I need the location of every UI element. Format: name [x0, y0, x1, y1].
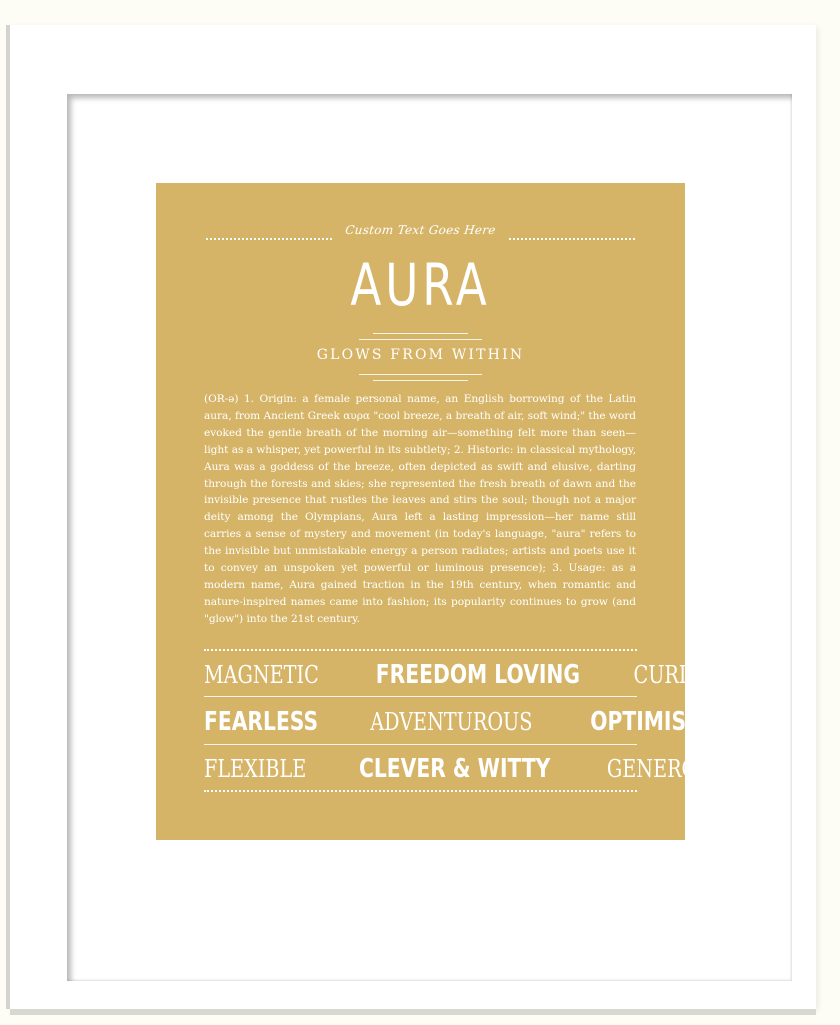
name-title: AURA — [350, 251, 491, 319]
trait-row-divider — [204, 696, 637, 697]
trait: ADVENTUROUS — [370, 708, 533, 736]
name-definition-print — [156, 183, 732, 840]
dotted-divider-right — [509, 238, 635, 240]
trait-row-divider — [204, 744, 637, 745]
name-definition: (OR-ə) 1. Origin: a female personal name, an English borrowing of the Latin aura, from Ancient Greek αυρα "cool breeze, a breath of air, soft wind;" the word evoked the gentle breath of the morning air—something felt more than seen—light as a whisper, yet powerful in its subtlety; 2. Historic: in classical mythology, Aura was a goddess of the breeze, often depicted as swift and elusive, darting through the forests and skies; she represented the fresh breath of dawn and the invisible presence that rustles the leaves and stirs the soul; though not a major deity among the Olympians, Aura left a lasting impression—her name still carries a sense of mystery and movement (in today's language, "aura" refers to the invisible but unmistakable energy a person radiates; artists and poets use it to convey an unspoken yet powerful or luminous presence); 3. Usage: as a modern name, Aura gained traction in the 19th century, when romantic and nature-inspired names came into fashion; its popularity continues to grow (and "glow") into the 21st century. — [204, 393, 636, 625]
trait: FREEDOM LOVING — [376, 660, 581, 690]
dotted-divider-traits-top — [204, 649, 637, 651]
trait: FLEXIBLE — [204, 755, 307, 783]
trait: FEARLESS — [204, 707, 319, 737]
tagline: GLOWS FROM WITHIN — [316, 347, 525, 363]
trait: OPTIMISTIC — [590, 707, 723, 737]
name-underline-long — [359, 339, 482, 340]
custom-text: Custom Text Goes Here — [344, 223, 497, 237]
dotted-divider-traits-bottom — [204, 790, 637, 792]
trait-row — [204, 656, 732, 694]
tagline-underline-long — [359, 374, 482, 375]
trait: CURIOUS — [633, 661, 732, 689]
trait: MAGNETIC — [204, 661, 319, 689]
name-underline — [373, 333, 468, 334]
trait-row — [204, 750, 727, 788]
dotted-divider-left — [206, 238, 332, 240]
trait-row — [204, 703, 723, 741]
trait: CLEVER & WITTY — [358, 754, 551, 784]
tagline-underline — [373, 380, 468, 381]
trait: GENEROUS — [607, 755, 727, 783]
